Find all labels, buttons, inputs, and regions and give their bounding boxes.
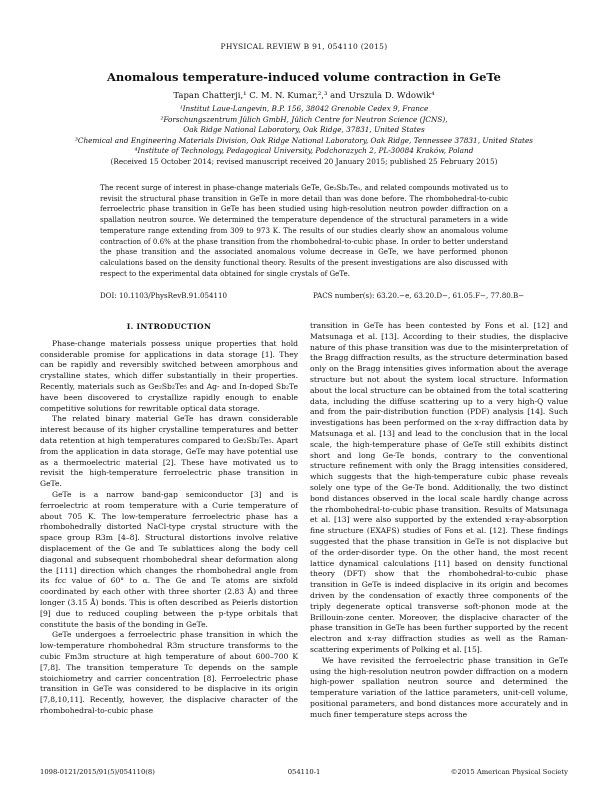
author-list: Tapan Chatterji,¹ C. M. N. Kumar,²,³ and Urszula D. Wdowik⁴: [173, 91, 435, 101]
abstract: The recent surge of interest in phase-change materials GeTe, Ge₂Sb₂Te₅, and related compounds motivated us to revisit the structural phase transition in GeTe in more detail than was done before. The rhombohedral-to-cubic ferroelectric phase transition in GeTe has been studied using high-resolution neutron powder diffraction on a spallation neutron source. We determined the temperature dependence of the structural parameters in a wide temperature range extending from 309 to 973 K. The results of our studies clearly show an anomalous volume contraction of 0.6% at the phase transition from the rhombohedral-to-cubic phase. In order to better understand the phase transition and the associated anomalous volume decrease in GeTe, we have performed phonon calculations based on the density functional theory. Results of the present investigations are also discussed with respect to the experimental data obtained for single crystals of GeTe.: [100, 183, 508, 278]
affiliation-line: ¹Institut Laue-Langevin, B.P. 156, 38042 Grenoble Cedex 9, France: [179, 104, 429, 113]
journal-header: PHYSICAL REVIEW B 91, 054110 (2015): [220, 42, 388, 51]
pacs-numbers: PACS number(s): 63.20.−e, 63.20.D−, 61.05.F−, 77.80.B−: [313, 291, 525, 300]
affiliation-line: Oak Ridge National Laboratory, Oak Ridge, 37831, United States: [183, 125, 425, 135]
right-column: [310, 321, 568, 720]
body-paragraph: GeTe undergoes a ferroelectric phase transition in which the low-temperature rhombohedral R3m structure transforms to the cubic Fm3m structure at high temperature of about 600–700 K [7,8]. The transition temperature Tc depends on the sample stoichiometry and carrier concentration [8]. Ferroelectric phase transition in GeTe was considered to be displacive in its origin [7,8,10,11]. Recently, however, the displacive character of the rhombohedral-to-cubic phase: [40, 630, 298, 715]
affiliation-line: ⁴Institute of Technology, Pedagogical University, Podchorazych 2, PL-30084 Kraków, Poland: [134, 146, 474, 156]
section-heading: I. INTRODUCTION: [126, 322, 212, 331]
body-paragraph: The related binary material GeTe has drawn considerable interest because of its higher crystalline temperatures and better data retention at high temperatures compared to Ge₂Sb₂Te₅. Apart from the application in data storage, GeTe may have potential use as a thermoelectric material [2]. These have motivated us to revisit the high-temperature ferroelectric phase transition in GeTe.: [40, 414, 298, 489]
received-dates: (Received 15 October 2014; revised manuscript received 20 January 2015; published 25 February 2015): [110, 156, 498, 166]
doi-pacs-row: [100, 291, 525, 300]
body-paragraph: Phase-change materials possess unique properties that hold considerable promise for applications in data storage [1]. They can be rapidly and reversibly switched between amorphous and crystalline states, which differ substantially in their properties. Recently, materials such as Ge₂Sb₂Te₅ and Ag- and In-doped Sb₂Te have been discovered to crystallize rapidly enough to enable competitive solutions for rewritable optical data storage.: [40, 338, 298, 413]
body-paragraph: GeTe is a narrow band-gap semiconductor [3] and is ferroelectric at room temperature with a Curie temperature of about 705 K. The low-temperature ferroelectric phase has a rhombohedrally distorted NaCl-type crystal structure with the space group R3m [4–8]. Structural distortions involve relative displacement of the Ge and Te sublattices along the body cell diagonal and subsequent rhombohedral shear deformation along the [111] direction which changes the rhombohedral angle from its fcc value of 60° to α. The Ge and Te atoms are sixfold coordinated by each other with three shorter (2.83 Å) and three longer (3.15 Å) bonds. This is often described as Peierls distortion [9] due to reduced coupling between the p-type orbitals that constitute the basis of the bonding in GeTe.: [40, 489, 298, 629]
left-column: [40, 322, 298, 717]
affiliations: [40, 104, 568, 168]
footer-issn: 1098-0121/2015/91(5)/054110(8): [40, 768, 155, 776]
paper-title: Anomalous temperature-induced volume contraction in GeTe: [106, 70, 501, 84]
doi-link[interactable]: DOI: 10.1103/PhysRevB.91.054110: [100, 291, 228, 300]
affiliation-line: ³Chemical and Engineering Materials Division, Oak Ridge National Laboratory, Oak Ridge, Tennessee 37831, United States: [74, 135, 534, 145]
footer-copyright: ©2015 American Physical Society: [450, 768, 568, 776]
footer-page-number: 054110-1: [287, 768, 321, 776]
body-paragraph: transition in GeTe has been contested by Fons et al. [12] and Matsunaga et al. [13]. According to their studies, the displacive nature of this phase transition was due to the misinterpretation of the Bragg diffraction results, as the structure determination based only on the Bragg intensities gives information about the average structure but not about the system local structure. Information about the local structure can be obtained from the total scattering data, including the diffuse scattering up to a very high-Q value and from the pair-distribution function (PDF) analysis [14]. Such investigations has been performed on the x-ray diffraction data by Matsunaga et al. [13] and lead to the conclusion that in the local scale, the high-temperature phase of GeTe still exhibits distinct short and long Ge-Te bonds, contrary to the conventional structure refinement with only the Bragg intensities considered, which suggests that the high-temperature cubic phase reveals solely one type of the Ge-Te bond. Additionally, the two distinct bond distances observed in the local scale hardly change across the rhombohedral-to-cubic phase transition. Results of Matsunaga et al. [13] were also supported by the extended x-ray-absorption fine structure (EXAFS) studies of Fons et al. [12]. These findings suggested that the phase transition in GeTe is not displacive but of the order-disorder type. On the other hand, the most recent lattice dynamical calculations [11] based on density functional theory (DFT) show that the rhombohedral-to-cubic phase transition in GeTe is indeed displacive in its origin and becomes driven by the condensation of exactly three components of the triply degenerate optical transverse soft-phonon mode at the Brillouin-zone center. Moreover, the displacive character of the phase transition in GeTe has been further supported by the recent electron and x-ray diffraction studies as well as the Raman-scattering experiments of Polking et al. [15].: [310, 321, 568, 654]
affiliation-line: ²Forschungszentrum Jülich GmbH, Jülich Centre for Neutron Science (JCNS),: [160, 114, 448, 124]
body-paragraph: We have revisited the ferroelectric phase transition in GeTe using the high-resolution neutron powder diffraction on a modern high-power spallation neutron source and determined the temperature variation of the lattice parameters, unit-cell volume, positional parameters, and bond distances more accurately and in much finer temperature steps across the: [310, 655, 568, 719]
